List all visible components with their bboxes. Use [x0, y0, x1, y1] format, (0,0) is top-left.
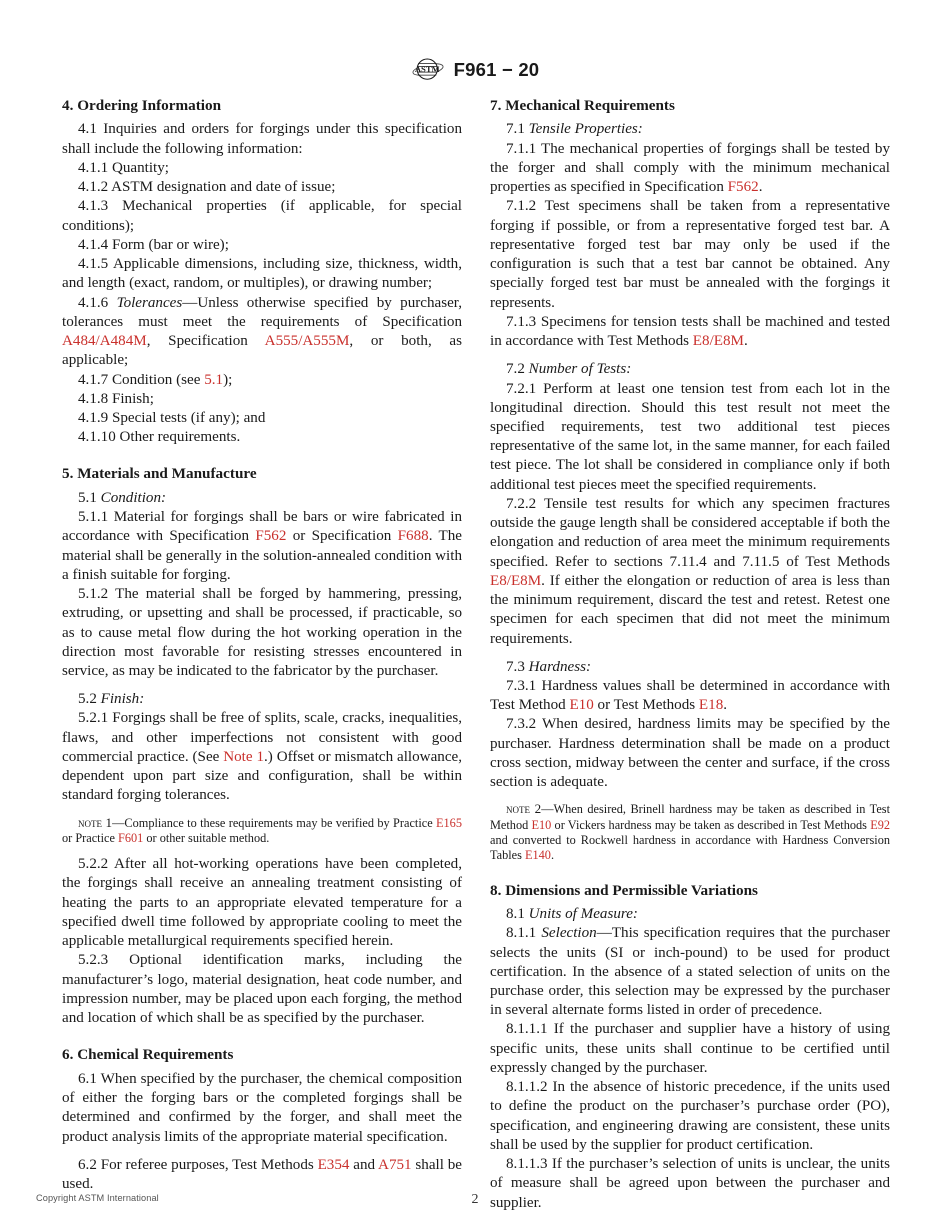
paragraph-7-2 [490, 360, 890, 379]
paragraph-4-1-6 [62, 294, 462, 371]
standard-link-f601[interactable]: F601 [118, 830, 144, 845]
paragraph-4-1-4: 4.1.4 Form (bar or wire); [78, 236, 229, 253]
paragraph-5-2-1 [62, 709, 462, 805]
note-text: or Practice [62, 830, 118, 845]
standard-link-a555[interactable]: A555/A555M [264, 333, 350, 350]
standard-designation: F961 − 20 [453, 58, 540, 80]
standard-link-a484[interactable]: A484/A484M [62, 333, 147, 350]
section-7-heading: 7. Mechanical Requirements [490, 97, 675, 114]
paragraph-8-1-1-2: 8.1.1.2 In the absence of historic precedence, if the units used to define the product on the purchaser’s purchase order (PO), specification, and engineering drawing are consistent, these units shall be used by the supplier for product certification. [490, 1079, 890, 1153]
note-text: —Compliance to these requirements may be verified by Practice [112, 815, 437, 830]
svg-text:ASTM: ASTM [414, 64, 440, 75]
clause-term: Hardness: [528, 658, 591, 675]
clause-term: Number of Tests: [528, 361, 632, 378]
clause-term: Finish: [100, 691, 145, 708]
note-text: or Vickers hardness may be taken as described in Test Methods [551, 817, 871, 832]
paragraph-7-1-1 [490, 140, 890, 198]
clause-number: 7.1 [506, 121, 529, 138]
standard-link-e18[interactable]: E18 [698, 697, 724, 714]
clause-text: 5.1.1 Material for forgings shall be bars or wire fabricated in accordance with Specification [62, 509, 462, 545]
paragraph-8-1-1-1: 8.1.1.1 If the purchaser and supplier have a history of using specific units, these units shall continue to be certified until expressly changed by the purchaser. [490, 1021, 890, 1076]
paragraph-4-1-7 [62, 371, 462, 390]
paragraph-5-2-3: 5.2.3 Optional identification marks, including the manufacturer’s logo, material designation, heat code number, and impression number, may be placed upon each forging, the method and location of which shall be as specified by the purchaser. [62, 952, 462, 1027]
standard-link-f562[interactable]: F562 [255, 528, 287, 545]
paragraph-6-1: 6.1 When specified by the purchaser, the chemical composition of either the forging bars or the completed forgings shall be determined and confirmed by the forger, and shall meet the product analysis limits of the appropriate material specification. [62, 1070, 462, 1145]
note-link-1[interactable]: Note 1 [223, 748, 265, 765]
standard-link-e354[interactable]: E354 [317, 1156, 350, 1173]
paragraph-7-2-2 [490, 495, 890, 649]
paragraph-8-1 [490, 905, 890, 924]
note-text: or other suitable method. [143, 830, 270, 845]
clause-term: Tolerances [116, 294, 183, 311]
standard-link-f688[interactable]: F688 [397, 528, 429, 545]
footer-page-number: 2 [471, 1192, 479, 1207]
standard-link-f562[interactable]: F562 [727, 179, 759, 196]
note-1 [62, 815, 462, 847]
note-label: note 1 [78, 814, 113, 830]
paragraph-8-1-1 [490, 924, 890, 1020]
section-5-heading: 5. Materials and Manufacture [62, 465, 257, 483]
clause-text: —This specification requires that the purchaser selects the units (SI or inch-pound) to be used for product certification. In the absence of a stated selection of units on the purchase order, this selection may be expressed by the purchaser in several alternate forms listed in order of precedence. [490, 925, 890, 1019]
note-2 [490, 801, 890, 863]
standard-link-e140[interactable]: E140 [525, 848, 551, 863]
section-4-heading: 4. Ordering Information [62, 97, 222, 114]
clause-text: , Specification [146, 333, 265, 350]
clause-term: Condition: [100, 489, 167, 506]
paragraph-7-1-3 [490, 313, 890, 351]
paragraph-4-1-2: 4.1.2 ASTM designation and date of issue; [78, 179, 336, 196]
paragraph-4-1-10: 4.1.10 Other requirements. [78, 429, 241, 446]
section-link-5-1[interactable]: 5.1 [204, 371, 224, 388]
paragraph-4-1-1: 4.1.1 Quantity; [78, 159, 169, 176]
clause-text: —Unless otherwise specified by purchaser, tolerances must meet the requirements of Specification [62, 294, 462, 330]
paragraph-8-1-1-3: 8.1.1.3 If the purchaser’s selection of units is unclear, the units of measure shall be agreed upon between the purchaser and supplier. [490, 1156, 890, 1211]
clause-term: Tensile Properties: [528, 121, 643, 138]
standard-link-e10[interactable]: E10 [531, 817, 552, 832]
clause-number: 7.3 [506, 658, 529, 675]
clause-text: or Test Methods [593, 697, 699, 714]
paragraph-4-1-5: 4.1.5 Applicable dimensions, including size, thickness, width, and length (exact, random, or multiples), or drawing number; [62, 256, 462, 292]
clause-text: 6.2 For referee purposes, Test Methods [78, 1156, 318, 1173]
clause-number: 7.2 [506, 361, 529, 378]
clause-number: 8.1.1 [506, 925, 542, 942]
clause-text: 5.2.1 Forgings shall be free of splits, scale, cracks, inequalities, flaws, and other imperfections not consistent with good commercial practice. (See [62, 710, 462, 765]
clause-text: 7.3.1 Hardness values shall be determined in accordance with Test Method [490, 678, 890, 714]
standard-link-e8-e8m[interactable]: E8/E8M [490, 572, 542, 589]
paragraph-4-1-8: 4.1.8 Finish; [78, 390, 154, 407]
paragraph-4-1-3: 4.1.3 Mechanical properties (if applicable, for special conditions); [62, 198, 462, 234]
paragraph-7-3 [490, 658, 890, 677]
paragraph-7-3-2: 7.3.2 When desired, hardness limits may be specified by the purchaser. Hardness determination shall be made on a product cross section, midway between the center and surface, if the cross section is adequate. [490, 716, 890, 791]
clause-text: 4.1.7 Condition (see [78, 371, 205, 388]
two-column-body [62, 96, 890, 1213]
standard-link-e92[interactable]: E92 [870, 817, 891, 832]
clause-text: shall be used. [62, 1156, 462, 1192]
clause-term: Selection [541, 925, 597, 942]
paragraph-5-1-1 [62, 508, 462, 585]
note-text: —When desired, Brinell hardness may be taken as described in Test Method [490, 802, 890, 832]
paragraph-7-1-2: 7.1.2 Test specimens shall be taken from a representative forging if possible, or from a representative forged test bar. A representative forged test bar may only be used if the configuration is such that a test bar cannot be obtained. Any specially forged test bar must be annealed with the forgings it represents. [490, 198, 890, 311]
clause-text: 7.2.2 Tensile test results for which any specimen fractures outside the gauge length shall be considered acceptable if both the elongation and reduction of area meet the minimum requirements specified. Refer to sections 7.11.4 and 7.11.5 of Test Methods [490, 495, 890, 570]
section-6-heading: 6. Chemical Requirements [62, 1046, 234, 1064]
clause-text: . The material shall be generally in the solution-annealed condition with a finish suitable for forging. [62, 528, 462, 583]
paragraph-6-2 [62, 1156, 462, 1194]
clause-text: 7.1.3 Specimens for tension tests shall be machined and tested in accordance with Test Methods [490, 313, 890, 350]
section-8-heading: 8. Dimensions and Permissible Variations [490, 881, 758, 899]
standard-link-e8-e8m[interactable]: E8/E8M [692, 333, 744, 350]
clause-text: and [349, 1156, 379, 1173]
standard-link-e165[interactable]: E165 [436, 815, 462, 830]
clause-text: . [758, 179, 763, 196]
clause-number: 8.1 [506, 906, 529, 923]
paragraph-5-1-2: 5.1.2 The material shall be forged by hammering, pressing, extruding, or upsetting and shall be processed, if practicable, so as to cause metal flow during the hot working operation in the direction most favorable for resisting stresses encountered in service, as may be indicated to the fabricator by the purchaser. [62, 586, 462, 679]
clause-text: , or both, as applicable; [62, 333, 462, 369]
clause-text: 7.1.1 The mechanical properties of forgings shall be tested by the forger and shall comply with the minimum mechanical properties as specified in Specification [490, 140, 890, 196]
paragraph-5-2 [62, 690, 462, 709]
paragraph-5-1 [62, 489, 462, 508]
clause-number: 4.1.6 [78, 294, 117, 311]
clause-text: . [723, 697, 728, 714]
note-text: and converted to Rockwell hardness in accordance with Hardness Conversion Tables [490, 833, 890, 863]
paragraph-4-1-9: 4.1.9 Special tests (if any); and [78, 409, 266, 426]
clause-text: or Specification [286, 528, 398, 545]
paragraph-7-1 [490, 120, 890, 139]
astm-logo-icon [411, 56, 445, 83]
clause-text: .) Offset or mismatch allowance, dependent upon part size and configuration, shall be within standard forging tolerances. [62, 748, 462, 804]
clause-text: ); [223, 371, 233, 388]
paragraph-5-2-2: 5.2.2 After all hot-working operations have been completed, the forgings shall receive an annealing treatment consisting of heating the parts to an appropriate elevated temperature for a specified dwell time followed by appropriate cooling to meet the applicable metallurgical requirements specified herein. [62, 856, 462, 950]
right-column [490, 96, 890, 1213]
page-header [0, 56, 950, 83]
paragraph-4-1: 4.1 Inquiries and orders for forgings under this specification shall include the following information: [62, 121, 462, 157]
paragraph-7-2-1: 7.2.1 Perform at least one tension test from each lot in the longitudinal direction. Should this test result not meet the specified requirements, test two additional test pieces representative of the same lot, in the same manner, for each failed test piece. The lot shall be considered in compliance only if both additional test pieces meet the specified requirements. [490, 380, 890, 493]
clause-term: Units of Measure: [528, 906, 638, 923]
paragraph-7-3-1 [490, 677, 890, 715]
clause-number: 5.1 [78, 489, 101, 506]
clause-number: 5.2 [78, 691, 101, 708]
standard-link-a751[interactable]: A751 [378, 1156, 412, 1173]
standard-link-e10[interactable]: E10 [569, 697, 594, 714]
clause-text: . If either the elongation or reduction of area is less than the minimum requirement, discard the test and retest. Retest one specimen for each specimen that did not meet the minimum requirements. [490, 572, 890, 647]
note-label: note 2 [506, 801, 542, 817]
clause-text: . [743, 333, 748, 350]
left-column [62, 96, 462, 1213]
footer-copyright: Copyright ASTM International [36, 1193, 159, 1203]
note-text: . [550, 848, 555, 863]
